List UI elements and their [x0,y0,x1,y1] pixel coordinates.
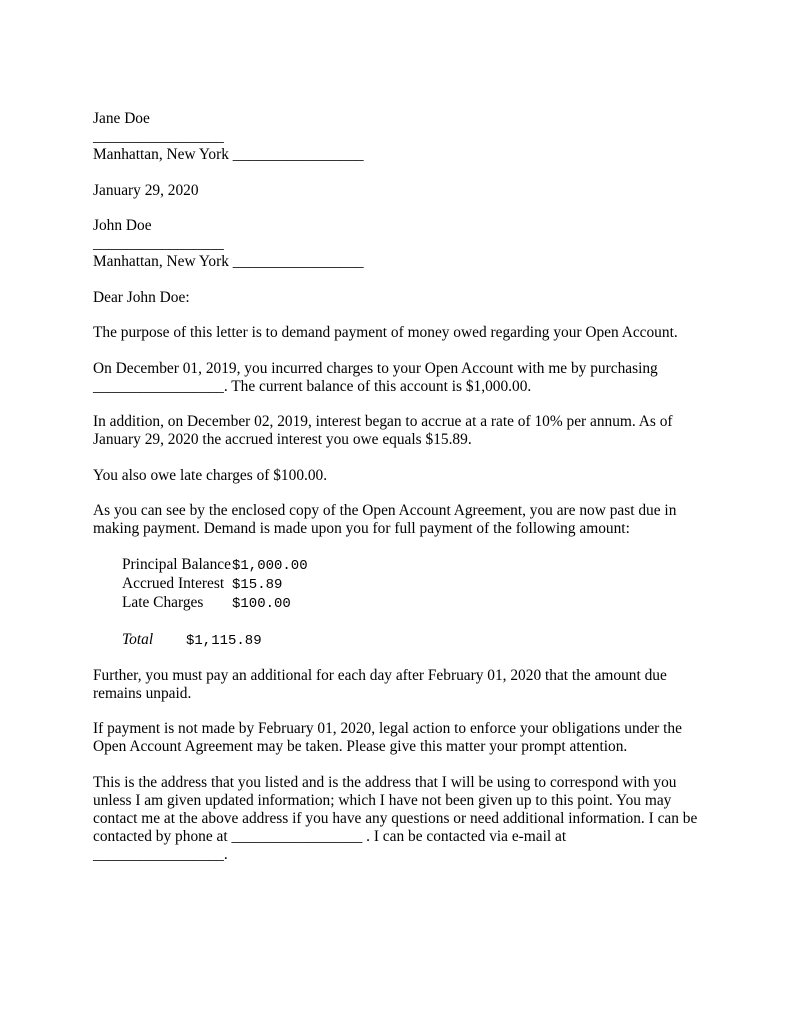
amount-label: Late Charges [122,593,204,611]
paragraph-further: Further, you must pay an additional for each day after February 01, 2020 that the amount due remains unpaid. [93,666,667,702]
sender-address-blank: _________________ [93,128,224,145]
paragraph-charges: On December 01, 2019, you incurred charges to your Open Account with me by purchasing _________________. The current balance of this account is $1,000.00. [93,359,658,395]
sender-name: Jane Doe [93,110,150,127]
total-row [122,631,698,650]
salutation: Dear John Doe: [93,288,190,306]
paragraph-address: This is the address that you listed and is the address that I will be using to correspond with you unless I am given updated information; which I have not been given up to this point. You may contact me at the above address if you have any questions or need additional information. I can be contacted by phone at _________________ . I can be contacted via e-mail at _________________. [93,773,698,863]
recipient-city-line: Manhattan, New York _________________ [93,253,364,270]
amounts-table [122,556,698,613]
amount-value: $1,000.00 [232,557,308,574]
total-label: Total [122,630,154,648]
amount-row-interest [122,575,698,594]
paragraph-interest: In addition, on December 02, 2019, interest began to accrue at a rate of 10% per annum. As of January 29, 2020 the accrued interest you owe equals $15.89. [93,413,673,448]
amount-value: $15.89 [232,576,283,593]
paragraph-late-charges: You also owe late charges of $100.00. [93,466,328,484]
recipient-address-blank: _________________ [93,235,224,252]
amount-label: Principal Balance [122,555,231,573]
letter-page [93,110,698,881]
sender-city-line: Manhattan, New York _________________ [93,146,364,163]
letter-date: January 29, 2020 [93,181,199,199]
amount-row-principal [122,556,698,575]
paragraph-agreement: As you can see by the enclosed copy of the Open Account Agreement, you are now past due in making payment. Demand is made upon you for full payment of the following amount: [93,502,677,537]
total-value: $1,115.89 [186,632,262,649]
paragraph-legal: If payment is not made by February 01, 2020, legal action to enforce your obligations under the Open Account Agreement may be taken. Please give this matter your prompt attention. [93,720,682,755]
paragraph-purpose: The purpose of this letter is to demand payment of money owed regarding your Open Account. [93,324,678,341]
recipient-name: John Doe [93,217,152,234]
amount-row-late-charges [122,594,698,613]
amount-value: $100.00 [232,595,291,612]
amount-label: Accrued Interest [122,574,225,592]
